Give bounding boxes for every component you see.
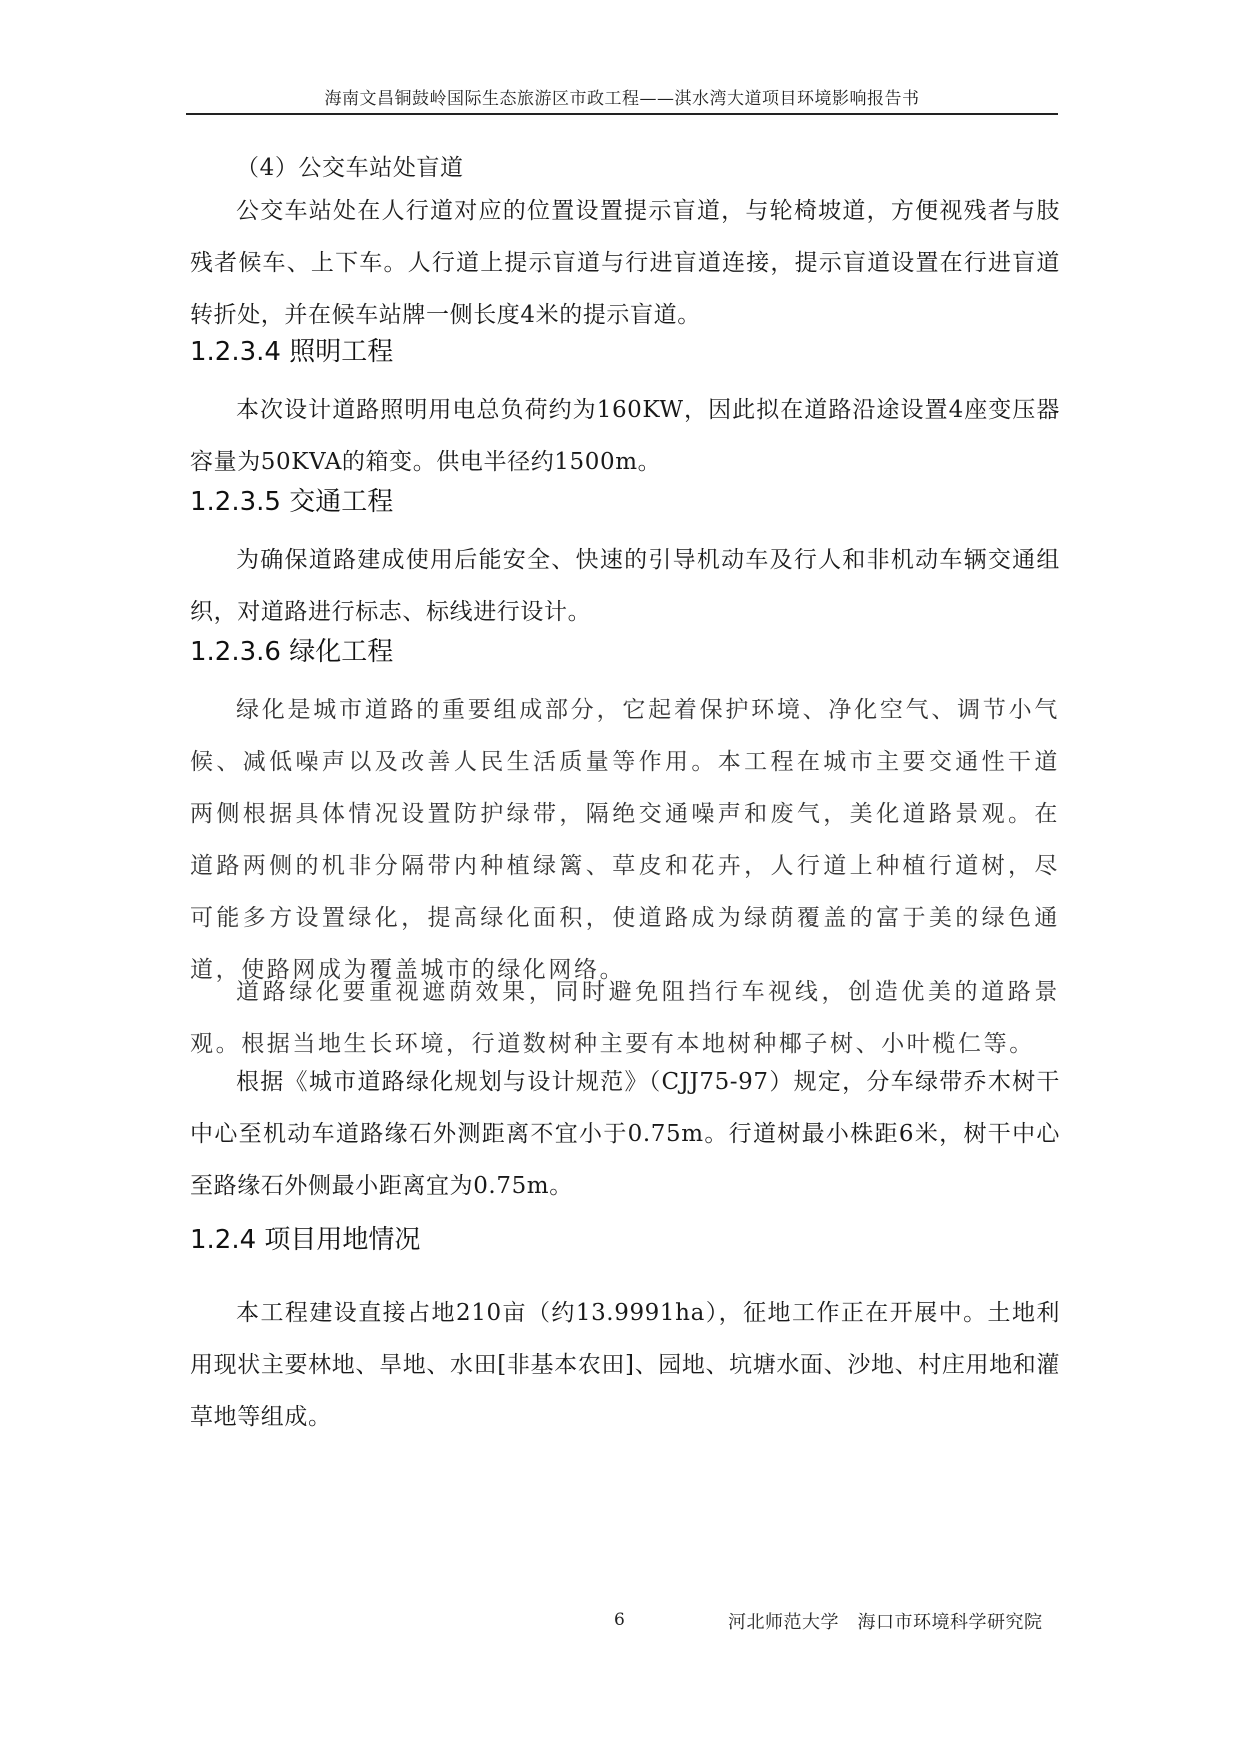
greening-paragraph-1: 绿化是城市道路的重要组成部分，它起着保护环境、净化空气、调节小气候、减低噪声以及改善人民生活质量等作用。本工程在城市主要交通性干道两侧根据具体情况设置防护绿带，隔绝交通噪声和废气，美化道路景观。在道路两侧的机非分隔带内种植绿篱、草皮和花卉，人行道上种植行道树，尽可能多方设置绿化，提高绿化面积，使道路成为绿荫覆盖的富于美的绿色通道，使路网成为覆盖城市的绿化网络。 [190,697,1060,983]
greening-section-heading: 1.2.3.6 绿化工程 [190,637,394,667]
traffic-section-heading: 1.2.3.5 交通工程 [190,487,394,517]
page-number: 6 [614,1610,625,1630]
footer-organizations: 河北师范大学 海口市环境科学研究院 [728,1612,1043,1633]
bus-stop-subheading: （4）公交车站处盲道 [236,155,464,181]
page-header-title: 海南文昌铜鼓岭国际生态旅游区市政工程——淇水湾大道项目环境影响报告书 [324,89,920,109]
traffic-paragraph: 为确保道路建成使用后能安全、快速的引导机动车及行人和非机动车辆交通组织，对道路进行标志、标线进行设计。 [190,547,1060,625]
land-use-section-heading: 1.2.4 项目用地情况 [190,1225,421,1255]
bus-stop-paragraph: 公交车站处在人行道对应的位置设置提示盲道，与轮椅坡道，方便视残者与肢残者候车、上下车。人行道上提示盲道与行进盲道连接，提示盲道设置在行进盲道转折处，并在候车站牌一侧长度4米的提示盲道。 [190,198,1060,328]
lighting-paragraph: 本次设计道路照明用电总负荷约为160KW，因此拟在道路沿途设置4座变压器容量为50KVA的箱变。供电半径约1500m。 [190,397,1060,475]
land-use-paragraph: 本工程建设直接占地210亩（约13.9991ha），征地工作正在开展中。土地利用现状主要林地、旱地、水田[非基本农田]、园地、坑塘水面、沙地、村庄用地和灌草地等组成。 [190,1300,1060,1430]
header-divider [186,113,1058,115]
lighting-section-heading: 1.2.3.4 照明工程 [190,337,394,367]
greening-paragraph-2: 道路绿化要重视遮荫效果，同时避免阻挡行车视线，创造优美的道路景观。根据当地生长环境，行道数树种主要有本地树种椰子树、小叶榄仁等。 [190,979,1060,1057]
greening-paragraph-3: 根据《城市道路绿化规划与设计规范》（CJJ75-97）规定，分车绿带乔木树干中心至机动车道路缘石外测距离不宜小于0.75m。行道树最小株距6米，树干中心至路缘石外侧最小距离宜为0.75m。 [190,1069,1060,1199]
